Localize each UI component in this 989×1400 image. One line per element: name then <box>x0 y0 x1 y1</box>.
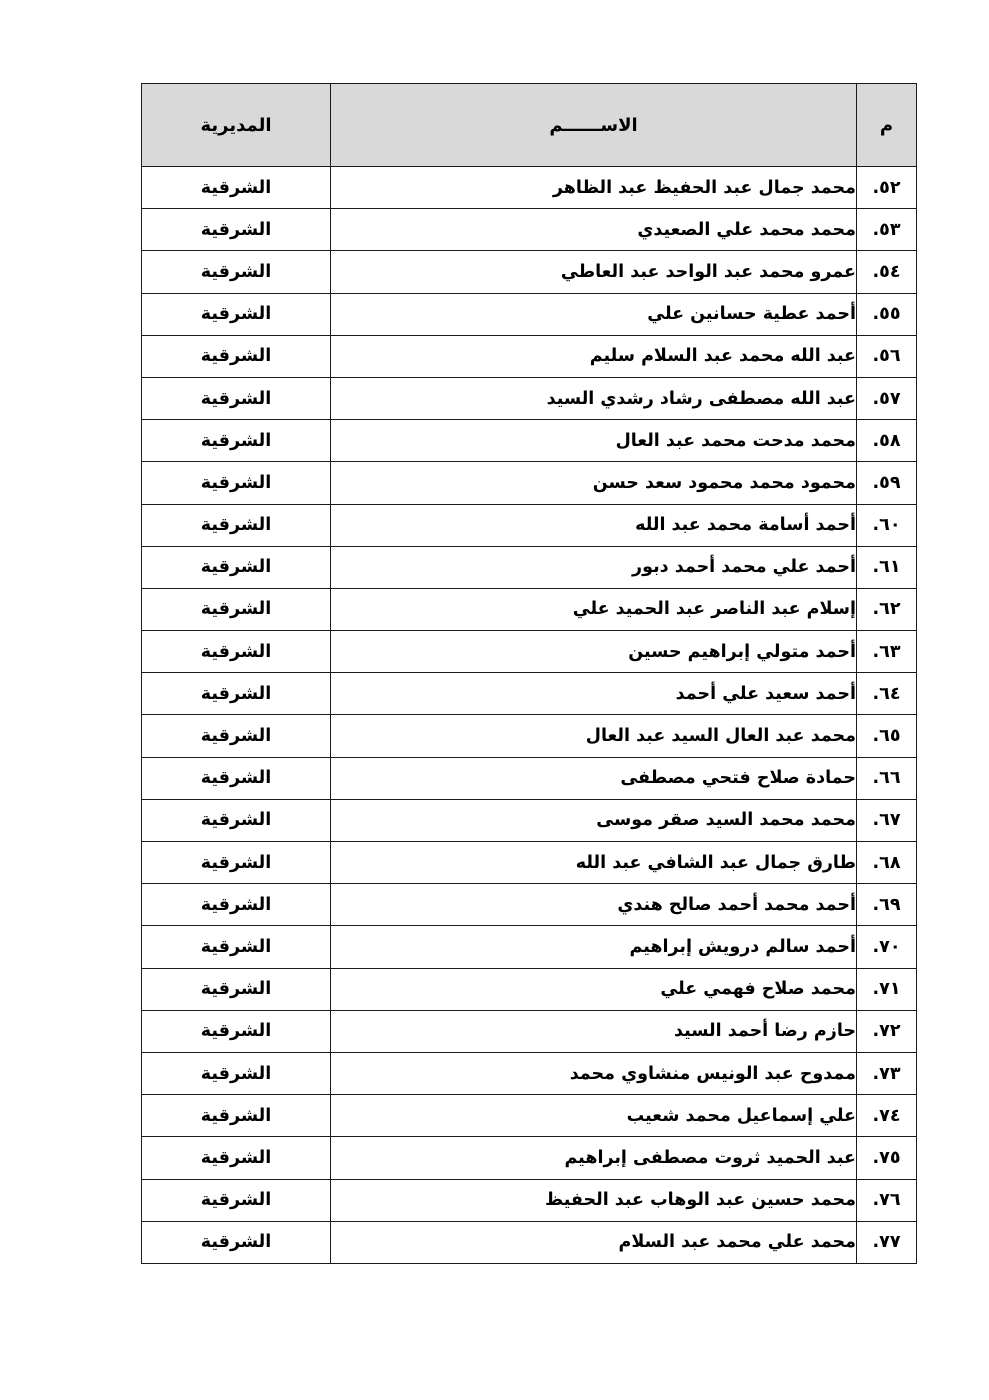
row-number: ٥٤. <box>857 251 917 293</box>
table-row <box>142 546 917 588</box>
table-row <box>142 631 917 673</box>
row-number: ٦٨. <box>857 842 917 884</box>
row-directorate: الشرقية <box>142 1010 331 1052</box>
table-row <box>142 462 917 504</box>
row-name: محمد جمال عبد الحفيظ عبد الظاهر <box>331 167 857 209</box>
row-number: ٧٦. <box>857 1179 917 1221</box>
row-directorate: الشرقية <box>142 673 331 715</box>
row-name: محمود محمد محمود سعد حسن <box>331 462 857 504</box>
row-name: عبد الله محمد عبد السلام سليم <box>331 335 857 377</box>
row-name: عبد الله مصطفى رشاد رشدي السيد <box>331 377 857 419</box>
row-number: ٦٥. <box>857 715 917 757</box>
row-directorate: الشرقية <box>142 504 331 546</box>
table-row <box>142 926 917 968</box>
row-name: محمد مدحت محمد عبد العال <box>331 420 857 462</box>
row-name: عبد الحميد ثروت مصطفى إبراهيم <box>331 1137 857 1179</box>
row-directorate: الشرقية <box>142 1052 331 1094</box>
row-number: ٥٧. <box>857 377 917 419</box>
table-row <box>142 673 917 715</box>
row-directorate: الشرقية <box>142 588 331 630</box>
table-row <box>142 335 917 377</box>
row-directorate: الشرقية <box>142 884 331 926</box>
row-name: إسلام عبد الناصر عبد الحميد علي <box>331 588 857 630</box>
names-table <box>141 83 917 1264</box>
table-header <box>142 84 917 167</box>
row-number: ٥٦. <box>857 335 917 377</box>
table-row <box>142 1221 917 1263</box>
table-row <box>142 884 917 926</box>
row-directorate: الشرقية <box>142 631 331 673</box>
table-row <box>142 968 917 1010</box>
table-row <box>142 377 917 419</box>
row-number: ٥٨. <box>857 420 917 462</box>
table-row <box>142 167 917 209</box>
table-row <box>142 420 917 462</box>
table-body <box>142 167 917 1264</box>
row-number: ٧٤. <box>857 1095 917 1137</box>
row-number: ٦١. <box>857 546 917 588</box>
row-directorate: الشرقية <box>142 167 331 209</box>
row-number: ٧١. <box>857 968 917 1010</box>
row-name: أحمد عطية حسانين علي <box>331 293 857 335</box>
row-number: ٦٤. <box>857 673 917 715</box>
row-name: طارق جمال عبد الشافي عبد الله <box>331 842 857 884</box>
table-row <box>142 209 917 251</box>
table-row <box>142 842 917 884</box>
row-name: أحمد متولي إبراهيم حسين <box>331 631 857 673</box>
table-row <box>142 799 917 841</box>
row-number: ٦٧. <box>857 799 917 841</box>
table-row <box>142 1010 917 1052</box>
table-row <box>142 715 917 757</box>
row-directorate: الشرقية <box>142 926 331 968</box>
row-number: ٧٧. <box>857 1221 917 1263</box>
table-row <box>142 588 917 630</box>
table-row <box>142 1095 917 1137</box>
row-directorate: الشرقية <box>142 1137 331 1179</box>
row-number: ٥٩. <box>857 462 917 504</box>
row-name: محمد حسين عبد الوهاب عبد الحفيظ <box>331 1179 857 1221</box>
row-directorate: الشرقية <box>142 799 331 841</box>
row-name: عمرو محمد عبد الواحد عبد العاطي <box>331 251 857 293</box>
row-directorate: الشرقية <box>142 1179 331 1221</box>
row-name: محمد محمد علي الصعيدي <box>331 209 857 251</box>
row-name: حمادة صلاح فتحي مصطفى <box>331 757 857 799</box>
row-name: علي إسماعيل محمد شعيب <box>331 1095 857 1137</box>
row-number: ٧٥. <box>857 1137 917 1179</box>
row-directorate: الشرقية <box>142 757 331 799</box>
row-name: حازم رضا أحمد السيد <box>331 1010 857 1052</box>
row-directorate: الشرقية <box>142 209 331 251</box>
row-directorate: الشرقية <box>142 462 331 504</box>
row-name: ممدوح عبد الونيس منشاوي محمد <box>331 1052 857 1094</box>
row-name: أحمد سالم درويش إبراهيم <box>331 926 857 968</box>
row-number: ٦٠. <box>857 504 917 546</box>
row-directorate: الشرقية <box>142 546 331 588</box>
row-name: محمد علي محمد عبد السلام <box>331 1221 857 1263</box>
header-row <box>142 84 917 167</box>
table-row <box>142 1052 917 1094</box>
row-name: أحمد علي محمد أحمد دبور <box>331 546 857 588</box>
row-directorate: الشرقية <box>142 293 331 335</box>
table-row <box>142 1179 917 1221</box>
row-name: محمد عبد العال السيد عبد العال <box>331 715 857 757</box>
row-number: ٦٢. <box>857 588 917 630</box>
row-directorate: الشرقية <box>142 715 331 757</box>
row-number: ٦٦. <box>857 757 917 799</box>
row-number: ٥٥. <box>857 293 917 335</box>
header-name: الاســــــم <box>331 84 857 167</box>
row-number: ٧٠. <box>857 926 917 968</box>
row-name: محمد محمد السيد صقر موسى <box>331 799 857 841</box>
row-number: ٧٣. <box>857 1052 917 1094</box>
row-name: محمد صلاح فهمي علي <box>331 968 857 1010</box>
row-number: ٥٣. <box>857 209 917 251</box>
row-directorate: الشرقية <box>142 251 331 293</box>
row-directorate: الشرقية <box>142 968 331 1010</box>
table-row <box>142 1137 917 1179</box>
row-directorate: الشرقية <box>142 377 331 419</box>
header-number: م <box>857 84 917 167</box>
row-number: ٧٢. <box>857 1010 917 1052</box>
row-number: ٦٩. <box>857 884 917 926</box>
table-row <box>142 293 917 335</box>
row-directorate: الشرقية <box>142 842 331 884</box>
row-number: ٥٢. <box>857 167 917 209</box>
row-directorate: الشرقية <box>142 1095 331 1137</box>
table-row <box>142 504 917 546</box>
row-name: أحمد محمد أحمد صالح هندي <box>331 884 857 926</box>
row-number: ٦٣. <box>857 631 917 673</box>
row-name: أحمد سعيد علي أحمد <box>331 673 857 715</box>
row-directorate: الشرقية <box>142 1221 331 1263</box>
table-row <box>142 757 917 799</box>
row-name: أحمد أسامة محمد عبد الله <box>331 504 857 546</box>
table-row <box>142 251 917 293</box>
header-directorate: المديرية <box>142 84 331 167</box>
row-directorate: الشرقية <box>142 420 331 462</box>
row-directorate: الشرقية <box>142 335 331 377</box>
